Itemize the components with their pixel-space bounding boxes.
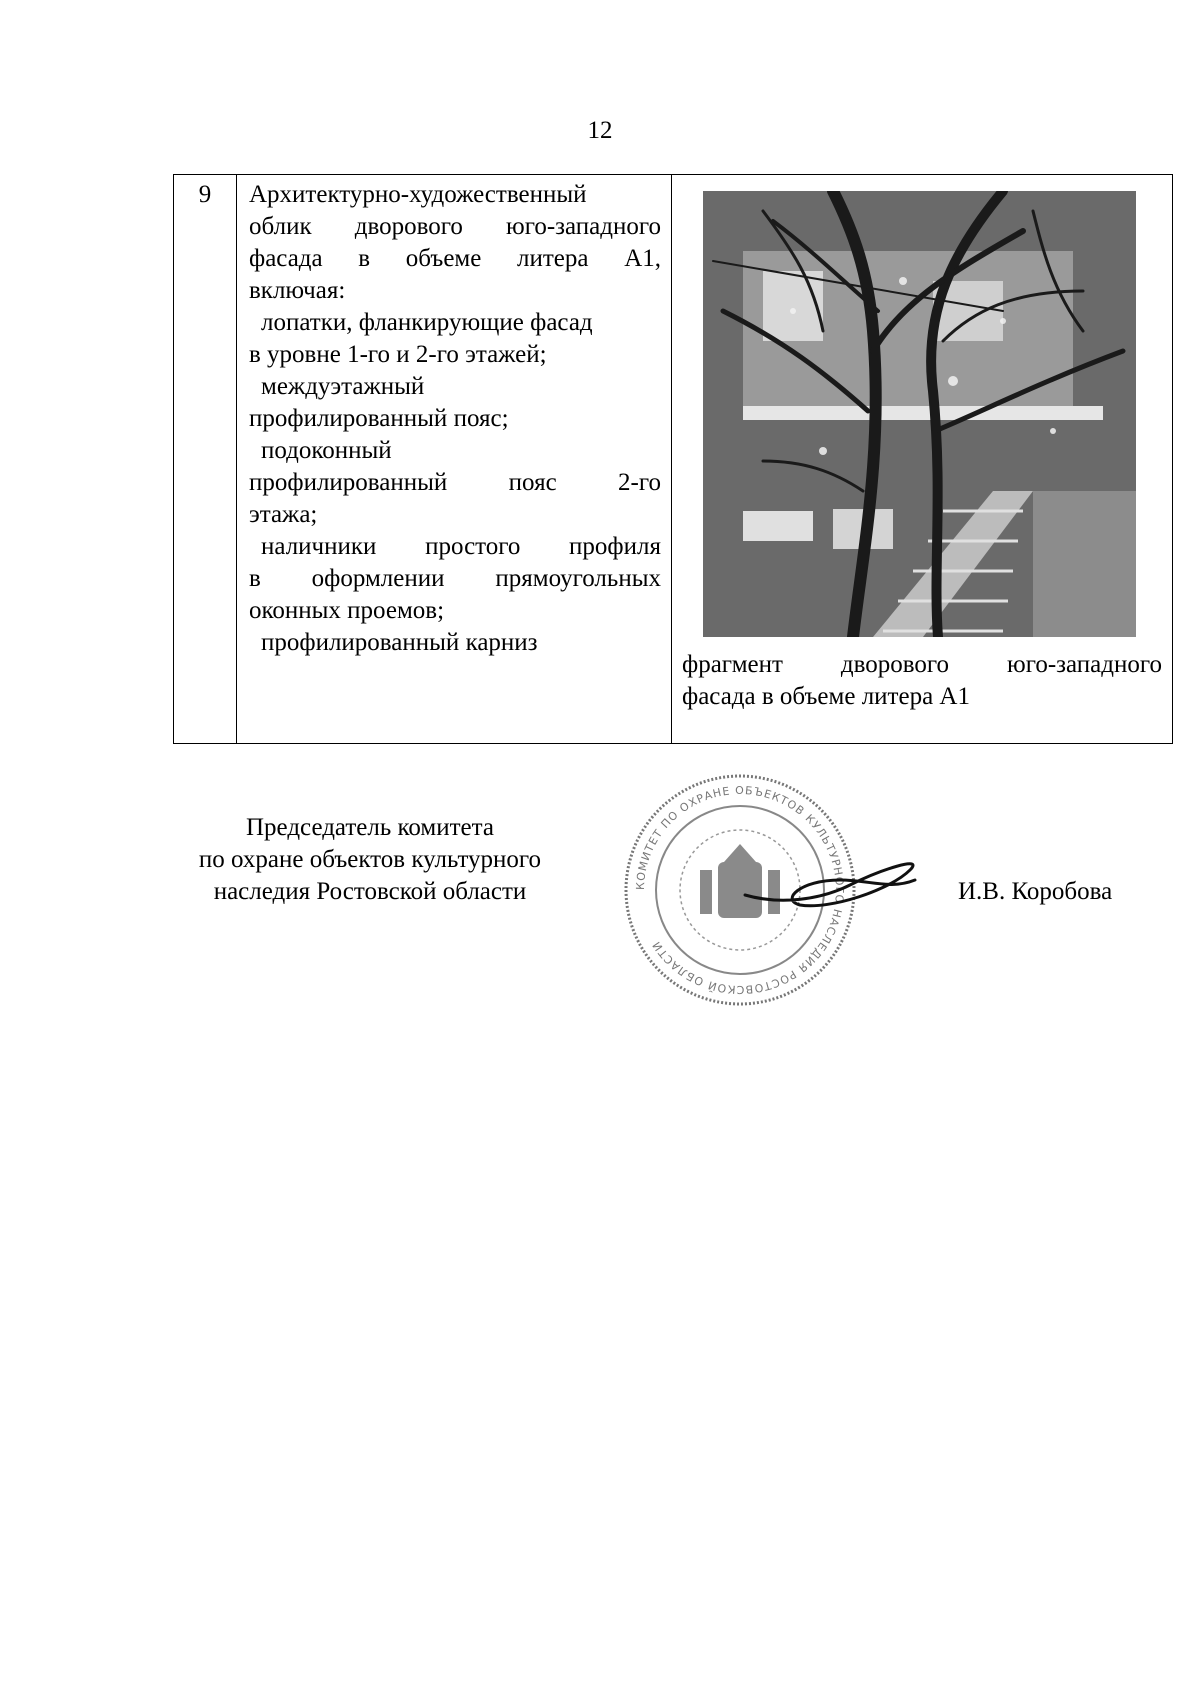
row-number: 9 — [174, 175, 237, 744]
page-number: 12 — [587, 117, 613, 144]
feature-item: подоконный профилированный пояс 2-го этажа; — [249, 437, 661, 528]
photo-caption: фрагмент дворового юго-западного фасада в объеме литера А1 — [682, 651, 1162, 710]
svg-text:КОМИТЕТ ПО ОХРАНЕ ОБЪЕКТОВ КУЛ: КОМИТЕТ ПО ОХРАНЕ ОБЪЕКТОВ КУЛЬТУРНОГО НАСЛЕДИЯ РОСТОВСКОЙ ОБЛАСТИ — [633, 783, 847, 997]
feature-description — [237, 175, 672, 744]
signatory-position: Председатель комитета по охране объектов культурного наследия Ростовской области — [198, 814, 542, 905]
table-row — [174, 175, 1173, 744]
feature-item: междуэтажный профилированный пояс; — [249, 373, 509, 432]
handwritten-signature — [740, 850, 930, 920]
feature-item: профилированный карниз — [261, 629, 538, 656]
description-title: Архитектурно-художественный облик дворового юго-западного фасада в объеме литера А1, включая: — [249, 181, 661, 304]
features-table — [173, 174, 1173, 744]
facade-photo — [703, 191, 1136, 637]
feature-item: лопатки, фланкирующие фасад в уровне 1-го и 2-го этажей; — [249, 309, 593, 368]
feature-item: наличники простого профиля в оформлении прямоугольных оконных проемов; — [249, 533, 661, 624]
photo-cell — [672, 175, 1173, 744]
facade-photo-image — [703, 191, 1136, 637]
signatory-name: И.В. Коробова — [958, 878, 1113, 905]
